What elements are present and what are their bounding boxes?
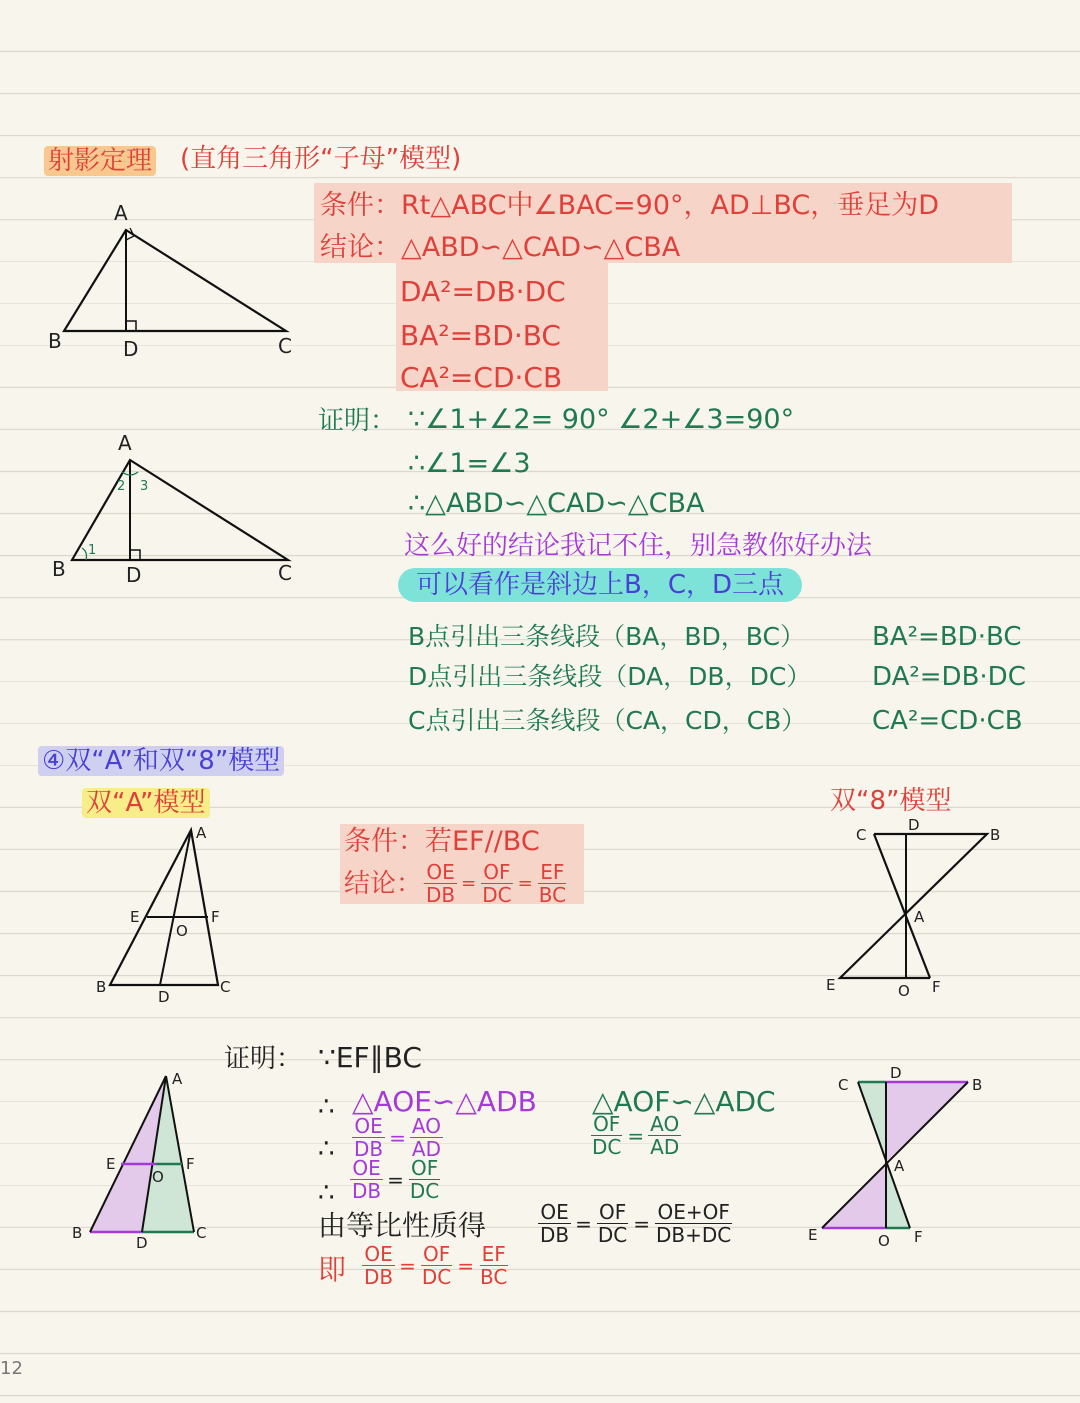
therefore-1: ∴ xyxy=(318,1092,335,1122)
fig2-label-b: B xyxy=(52,557,66,581)
figA-label-c: C xyxy=(220,978,231,996)
figA-label-b: B xyxy=(96,978,107,996)
section1-conclusion: 结论：△ABD∽△CAD∽△CBA xyxy=(320,232,681,263)
rule-c-text: C点引出三条线段（CA，CD，CB） xyxy=(408,706,807,735)
fig8b-label-c: C xyxy=(838,1076,849,1094)
double-a-figure xyxy=(90,820,270,1010)
fig2-angle-2: 2 xyxy=(117,479,126,494)
figA2-label-a: A xyxy=(172,1070,183,1088)
proof-label-1: 证明： xyxy=(318,406,397,436)
proof2-label: 证明： xyxy=(224,1044,303,1074)
tip-text: 这么好的结论我记不住，别急教你好办法 xyxy=(404,531,873,561)
tip-highlight: 可以看作是斜边上B，C，D三点 xyxy=(398,568,802,602)
figA-label-e: E xyxy=(130,908,140,926)
proof-line-2: ∴∠1=∠3 xyxy=(408,448,531,479)
fig8-label-b: B xyxy=(990,826,1001,844)
fig8b-label-a: A xyxy=(894,1157,905,1175)
final-label: 即 xyxy=(318,1253,347,1286)
section1-condition: 条件：Rt△ABC中∠BAC=90°，AD⊥BC，垂足为D xyxy=(320,190,940,221)
fig8-label-f: F xyxy=(932,978,941,996)
fig8-label-o: O xyxy=(898,982,910,1000)
rule-c-formula: CA²=CD·CB xyxy=(872,706,1023,736)
fig1-label-d: D xyxy=(123,337,139,361)
rule-d-formula: DA²=DB·DC xyxy=(872,662,1026,692)
final-equation: $\frac{OE}{DB}$ = $\frac{OF}{DC}$ = $\frac{EF}{BC}$ xyxy=(364,1242,508,1289)
double-8-figure xyxy=(822,818,1012,998)
ratio-of-dc-ao-ad: $\frac{OF}{DC}$ = $\frac{AO}{AD}$ xyxy=(592,1112,680,1159)
rule-b-formula: BA²=BD·BC xyxy=(872,622,1022,652)
fig2-label-c: C xyxy=(278,561,292,585)
double-8-shaded-figure xyxy=(808,1064,1008,1250)
fig2-label-d: D xyxy=(126,563,142,587)
similar-aoe-adb: △AOE∽△ADB xyxy=(352,1085,537,1118)
fig8b-label-o: O xyxy=(878,1232,890,1250)
fig8b-label-f: F xyxy=(914,1228,923,1246)
section2-condition: 条件：若EF//BC xyxy=(344,826,540,857)
therefore-2: ∴ xyxy=(318,1134,335,1164)
figA-label-o: O xyxy=(176,922,188,940)
fig8b-label-e: E xyxy=(808,1226,818,1244)
fraction-ef-bc: $\frac{EF}{BC}$ xyxy=(538,860,567,907)
section2-conclusion: 结论： $\frac{OE}{DB}$ = $\frac{OF}{DC}$ = $\frac{EF}{BC}$ xyxy=(344,860,567,907)
figA2-label-e: E xyxy=(106,1155,116,1173)
proof-line-1: ∵∠1+∠2= 90° ∠2+∠3=90° xyxy=(408,404,795,435)
figA-label-f: F xyxy=(211,908,220,926)
similar-aof-adc: △AOF∽△ADC xyxy=(592,1085,776,1118)
formula-da: DA²=DB·DC xyxy=(400,275,566,308)
ratio-oe-db-ao-ad: $\frac{OE}{DB}$ = $\frac{AO}{AD}$ xyxy=(354,1114,441,1161)
fraction-of-dc: $\frac{OF}{DC}$ xyxy=(482,860,512,907)
fig8-label-a: A xyxy=(914,908,925,926)
fig1-label-a: A xyxy=(114,201,128,225)
figA2-label-d: D xyxy=(136,1234,148,1252)
section1-subtitle: (直角三角形“子母”模型) xyxy=(180,144,462,174)
fig8-label-d: D xyxy=(908,816,920,834)
fig2-angle-1: 1 xyxy=(88,543,97,558)
therefore-3: ∴ xyxy=(318,1178,335,1208)
fig1-label-c: C xyxy=(278,334,292,358)
figA2-label-b: B xyxy=(72,1224,83,1242)
figA-label-a: A xyxy=(196,824,207,842)
figA2-label-o: O xyxy=(152,1168,164,1186)
figA2-label-f: F xyxy=(186,1155,195,1173)
double-a-shaded-figure xyxy=(66,1066,246,1256)
page-number: 12 xyxy=(0,1358,23,1379)
double-8-title: 双“8”模型 xyxy=(830,786,952,816)
fig2-label-a: A xyxy=(118,431,132,455)
right-triangle-figure-1 xyxy=(40,198,340,368)
proof-line-3: ∴△ABD∽△CAD∽△CBA xyxy=(408,488,705,519)
figA-label-d: D xyxy=(158,988,170,1006)
proof2-given: ∵EF∥BC xyxy=(318,1041,422,1074)
section2-title: ④双“A”和双“8”模型 xyxy=(38,746,284,776)
right-triangle-figure-2 xyxy=(40,430,340,590)
double-a-title: 双“A”模型 xyxy=(82,788,210,818)
fig8-label-c: C xyxy=(856,826,867,844)
fig2-angle-3: 3 xyxy=(140,479,149,494)
ratio-property-equation: $\frac{OE}{DB}$ = $\frac{OF}{DC}$ = $\frac{OE+OF}{DB+DC}$ xyxy=(540,1200,732,1247)
fraction-oe-db: $\frac{OE}{DB}$ xyxy=(426,860,456,907)
ratio-property-text: 由等比性质得 xyxy=(318,1209,487,1242)
fig1-label-b: B xyxy=(48,329,62,353)
figA2-label-c: C xyxy=(196,1224,207,1242)
rule-d-text: D点引出三条线段（DA，DB，DC） xyxy=(408,662,812,691)
section1-title: 射影定理 xyxy=(44,146,156,176)
rule-b-text: B点引出三条线段（BA，BD，BC） xyxy=(408,622,805,651)
fig8-label-e: E xyxy=(826,976,836,994)
formula-ca: CA²=CD·CB xyxy=(400,361,563,394)
formula-ba: BA²=BD·BC xyxy=(400,319,561,352)
ratio-oe-db-of-dc: $\frac{OE}{DB}$ = $\frac{OF}{DC}$ xyxy=(352,1156,440,1203)
fig8b-label-b: B xyxy=(972,1076,983,1094)
fig8b-label-d: D xyxy=(890,1064,902,1082)
conclusion-label: 结论： xyxy=(344,868,423,899)
